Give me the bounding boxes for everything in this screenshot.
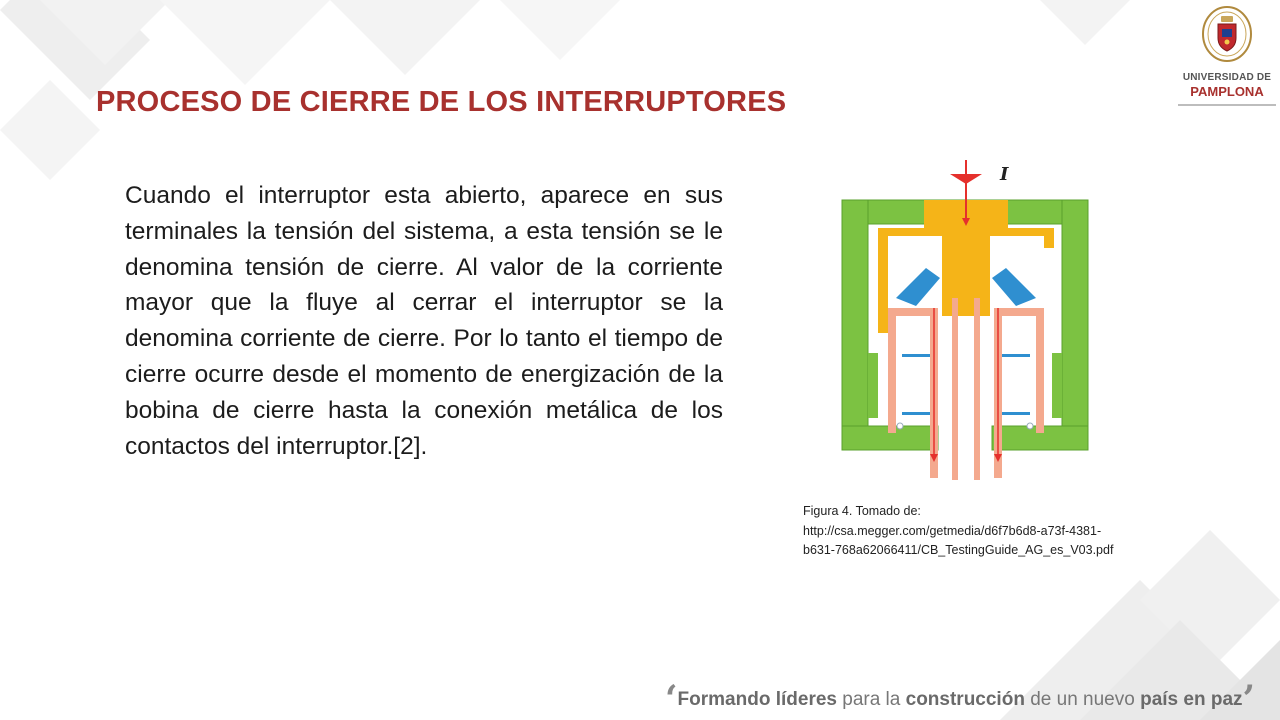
slogan-plain-1: para la — [836, 689, 906, 710]
university-logo — [1178, 4, 1276, 108]
slogan-plain-2: de un nuevo — [1024, 689, 1141, 710]
current-arrow-head — [950, 174, 982, 184]
green-frame-right-inner — [1052, 353, 1062, 418]
orange-moving-contact — [942, 228, 990, 316]
slide-title: PROCESO DE CIERRE DE LOS INTERRUPTORES — [96, 86, 787, 118]
slogan-quote-open: ‘ — [665, 678, 678, 720]
salmon-center-rod-right — [974, 298, 980, 480]
blue-arm-left — [896, 268, 940, 306]
logo-text-pamplona: PAMPLONA — [1190, 84, 1264, 99]
salmon-left-conductor — [888, 308, 938, 478]
slogan-bold-1: Formando líderes — [677, 689, 837, 710]
slogan-quote-close: ’ — [1242, 678, 1256, 720]
footer-slogan — [665, 678, 1265, 720]
caption-line: http://csa.megger.com/getmedia/d6f7b6d8-a73f-4381- — [803, 523, 1102, 538]
blue-arm-right — [992, 268, 1036, 306]
caption-line: b631-768a62066411/CB_TestingGuide_AG_es_V03.pdf — [803, 543, 1114, 557]
slide-body-text: Cuando el interruptor esta abierto, aparece en sus terminales la tensión del sistema, a esta tensión se le denomina tensión de cierre. Al valor de la corriente mayor que la fluye al cerrar el interruptor se la denomina corriente de cierre. Por lo tanto el tiempo de cierre ocurre desde el momento de energización de la bobina de cierre hasta la conexión metálica de los contactos del interruptor.[2]. — [125, 182, 723, 460]
salmon-right-conductor — [994, 308, 1044, 478]
green-frame-left-inner — [868, 353, 878, 418]
caption-line: Figura 4. Tomado de: — [803, 504, 921, 518]
green-frame-right — [1062, 200, 1088, 450]
university-seal-icon — [1201, 4, 1253, 68]
logo-text-universidad: UNIVERSIDAD DE — [1182, 72, 1272, 83]
logo-underline — [1178, 104, 1276, 106]
figure-caption — [803, 502, 1163, 561]
breaker-diagram — [830, 158, 1100, 480]
green-frame-left — [842, 200, 868, 450]
slogan-bold-2: construcción — [905, 689, 1025, 710]
slogan-bold-3: país en paz — [1140, 689, 1243, 710]
current-label: I — [1000, 164, 1009, 185]
salmon-center-rod-left — [952, 298, 958, 480]
